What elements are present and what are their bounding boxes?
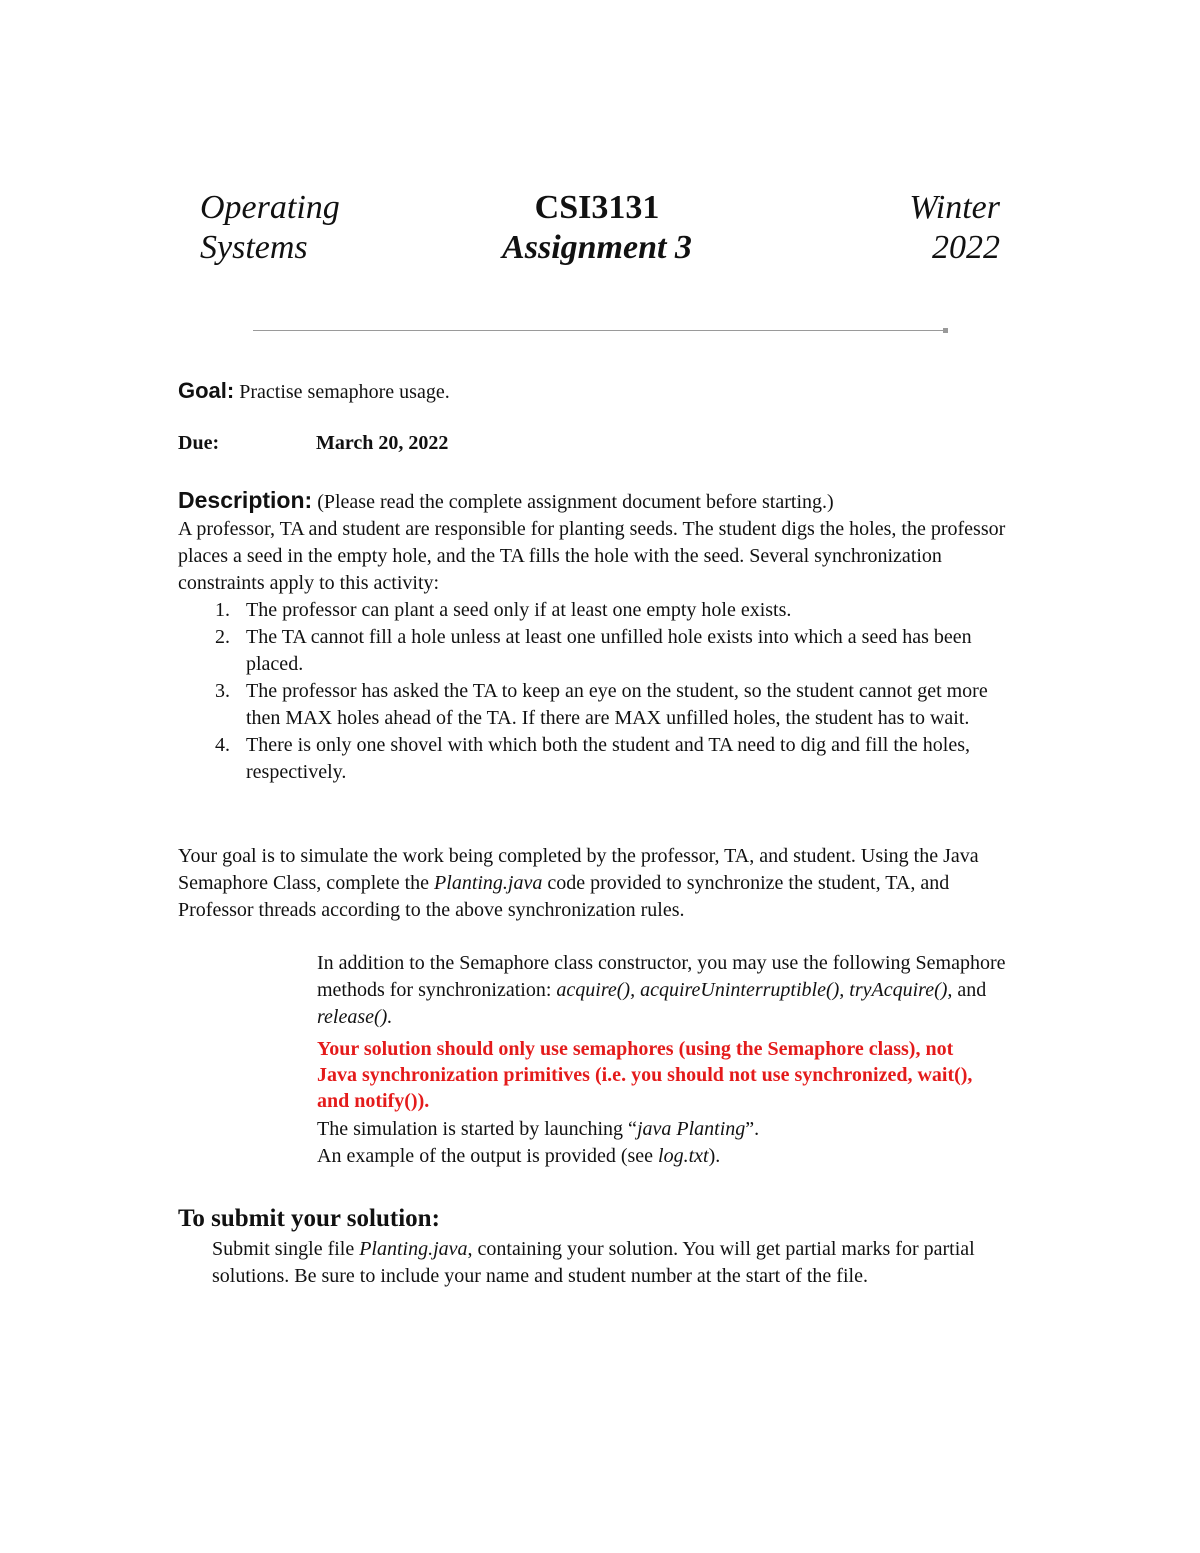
divider-end-mark: [943, 328, 948, 333]
goal-section: [178, 377, 450, 406]
example-paragraph: [317, 1143, 1037, 1170]
method-release: release().: [317, 1006, 393, 1028]
description-section: [178, 487, 1008, 786]
submit-post: , containing your solution. You will get partial marks for partial solutions. Be sure to include your name and student number at the start of the file.: [212, 1238, 975, 1287]
submit-paragraph: [212, 1236, 1027, 1290]
details-section: [317, 950, 1037, 1170]
term-season: Winter: [909, 189, 1000, 226]
course-name-line2: Systems: [200, 229, 308, 266]
constraint-item: [178, 624, 1008, 678]
term-year: 2022: [932, 229, 1000, 266]
goal-label: Goal:: [178, 378, 235, 403]
document-title: [499, 188, 695, 268]
assignment-title: Assignment 3: [502, 229, 692, 266]
due-date: March 20, 2022: [316, 432, 449, 454]
example-file: log.txt: [658, 1145, 709, 1167]
method-acquire: acquire(),: [556, 979, 636, 1001]
submit-heading: To submit your solution:: [178, 1205, 440, 1232]
course-code: CSI3131: [534, 189, 660, 226]
goal-text: Practise semaphore usage.: [239, 381, 450, 403]
constraint-number: 3.: [215, 680, 230, 702]
launch-post: ”.: [745, 1118, 760, 1140]
task-file-name: Planting.java: [434, 872, 543, 894]
task-paragraph: [178, 843, 1008, 924]
task-text-b: code provided to synchronize the student, TA, and Professor threads according to the above synchronization rules.: [178, 872, 950, 921]
launch-paragraph: [317, 1116, 1037, 1143]
term: [860, 188, 1000, 268]
constraint-item: [178, 732, 1008, 786]
constraint-number: 4.: [215, 734, 230, 756]
description-note: (Please read the complete assignment document before starting.): [317, 491, 834, 513]
constraint-number: 1.: [215, 599, 230, 621]
constraint-number: 2.: [215, 626, 230, 648]
constraint-item: [178, 597, 1008, 624]
example-post: ).: [708, 1145, 721, 1167]
methods-intro: In addition to the Semaphore class constructor, you may use the following Semaphore methods for synchronization:: [317, 952, 1006, 1001]
course-name-line1: Operating: [200, 189, 340, 226]
submit-file-name: Planting.java: [359, 1238, 468, 1260]
constraint-text: There is only one shovel with which both the student and TA need to dig and fill the holes, respectively.: [246, 734, 971, 783]
description-intro: A professor, TA and student are responsible for planting seeds. The student digs the holes, the professor places a seed in the empty hole, and the TA fills the hole with the seed. Several synchronization constraints apply to this activity:: [178, 518, 1006, 594]
constraint-text: The professor has asked the TA to keep an eye on the student, so the student cannot get more then MAX holes ahead of the TA. If there are MAX unfilled holes, the student has to wait.: [246, 680, 988, 729]
constraint-item: [178, 678, 1008, 732]
and-word: and: [952, 979, 987, 1001]
launch-pre: The simulation is started by launching “: [317, 1118, 637, 1140]
constraint-list: [178, 597, 1008, 786]
due-label: Due:: [178, 432, 220, 454]
constraint-text: The professor can plant a seed only if at least one empty hole exists.: [246, 599, 792, 621]
methods-paragraph: [317, 950, 1037, 1031]
submit-pre: Submit single file: [212, 1238, 360, 1260]
due-section: [178, 430, 448, 457]
description-label: Description:: [178, 487, 313, 513]
warning-text: Your solution should only use semaphores (using the Semaphore class), not Java synchronization primitives (i.e. you should not use synchronized, wait(), and notify()).: [317, 1038, 973, 1112]
launch-command: java Planting: [636, 1118, 746, 1140]
constraint-text: The TA cannot fill a hole unless at least one unfilled hole exists into which a seed has been placed.: [246, 626, 972, 675]
example-pre: An example of the output is provided (see: [317, 1145, 659, 1167]
task-text-a: Your goal is to simulate the work being completed by the professor, TA, and student. Using the Java Semaphore Class, complete the: [178, 845, 979, 894]
horizontal-divider: [253, 330, 947, 331]
course-name: [200, 188, 340, 268]
method-list: acquireUninterruptible(), tryAcquire(),: [640, 979, 953, 1001]
